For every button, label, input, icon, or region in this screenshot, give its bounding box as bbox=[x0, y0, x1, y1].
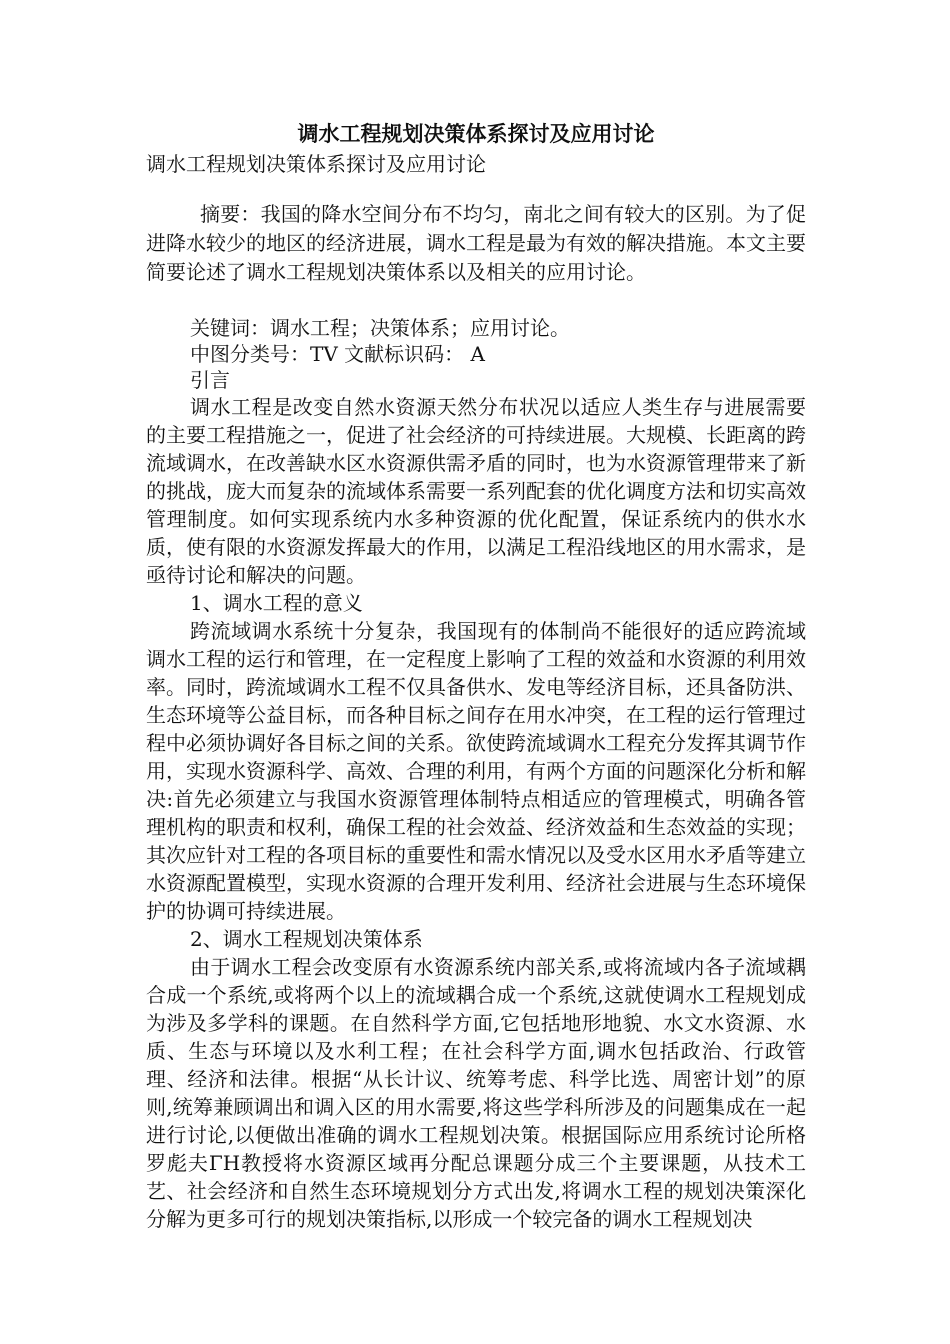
spacer bbox=[146, 178, 806, 200]
section1-paragraph: 跨流域调水系统十分复杂，我国现有的体制尚不能很好的适应跨流域调水工程的运行和管理，在一定程度上影响了工程的效益和水资源的利用效率。同时，跨流域调水工程不仅具备供水、发电等经济目标，还具备防洪、生态环境等公益目标，而各种目标之间存在用水冲突，在工程的运行管理过程中必须协调好各目标之间的关系。欲使跨流域调水工程充分发挥其调节作用，实现水资源科学、高效、合理的利用，有两个方面的问题深化分析和解决:首先必须建立与我国水资源管理体制特点相适应的管理模式，明确各管理机构的职责和权利，确保工程的社会效益、经济效益和生态效益的实现；其次应针对工程的各项目标的重要性和需水情况以及受水区用水矛盾等建立水资源配置模型，实现水资源的合理开发利用、经济社会进展与生态环境保护的协调可持续进展。 bbox=[146, 619, 806, 923]
classification-line: 中图分类号：TV 文献标识码： A bbox=[190, 342, 485, 366]
intro-heading: 引言 bbox=[190, 368, 230, 392]
document-page bbox=[146, 118, 806, 1233]
spacer bbox=[146, 287, 806, 315]
section2-heading: 2、调水工程规划决策体系 bbox=[190, 927, 423, 951]
document-subtitle: 调水工程规划决策体系探讨及应用讨论 bbox=[146, 152, 486, 176]
document-title: 调水工程规划决策体系探讨及应用讨论 bbox=[297, 121, 655, 146]
section1-heading: 1、调水工程的意义 bbox=[190, 591, 363, 615]
keywords-line: 关键词：调水工程；决策体系；应用讨论。 bbox=[190, 316, 570, 340]
abstract-paragraph: 摘要：我国的降水空间分布不均匀，南北之间有较大的区别。为了促进降水较少的地区的经济进展，调水工程是最为有效的解决措施。本文主要简要论述了调水工程规划决策体系以及相关的应用讨论。 bbox=[146, 202, 806, 284]
section2-paragraph: 由于调水工程会改变原有水资源系统内部关系,或将流域内各子流域耦合成一个系统,或将两个以上的流域耦合成一个系统,这就使调水工程规划成为涉及多学科的课题。在自然科学方面,它包括地形地貌、水文水资源、水质、生态与环境以及水利工程；在社会科学方面,调水包括政治、行政管理、经济和法律。根据“从长计议、统筹考虑、科学比选、周密计划”的原则,统筹兼顾调出和调入区的用水需要,将这些学科所涉及的问题集成在一起进行讨论,以便做出准确的调水工程规划决策。根据国际应用系统讨论所格罗彪夫ΓH教授将水资源区域再分配总课题分成三个主要课题，从技术工艺、社会经济和自然生态环境规划分方式出发,将调水工程的规划决策深化分解为更多可行的规划决策指标,以形成一个较完备的调水工程规划决 bbox=[146, 955, 806, 1231]
intro-paragraph: 调水工程是改变自然水资源天然分布状况以适应人类生存与进展需要的主要工程措施之一，促进了社会经济的可持续进展。大规模、长距离的跨流域调水，在改善缺水区水资源供需矛盾的同时，也为水资源管理带来了新的挑战，庞大而复杂的流域体系需要一系列配套的优化调度方法和切实高效管理制度。如何实现系统内水多种资源的优化配置，保证系统内的供水水质，使有限的水资源发挥最大的作用，以满足工程沿线地区的用水需求，是亟待讨论和解决的问题。 bbox=[146, 395, 806, 587]
